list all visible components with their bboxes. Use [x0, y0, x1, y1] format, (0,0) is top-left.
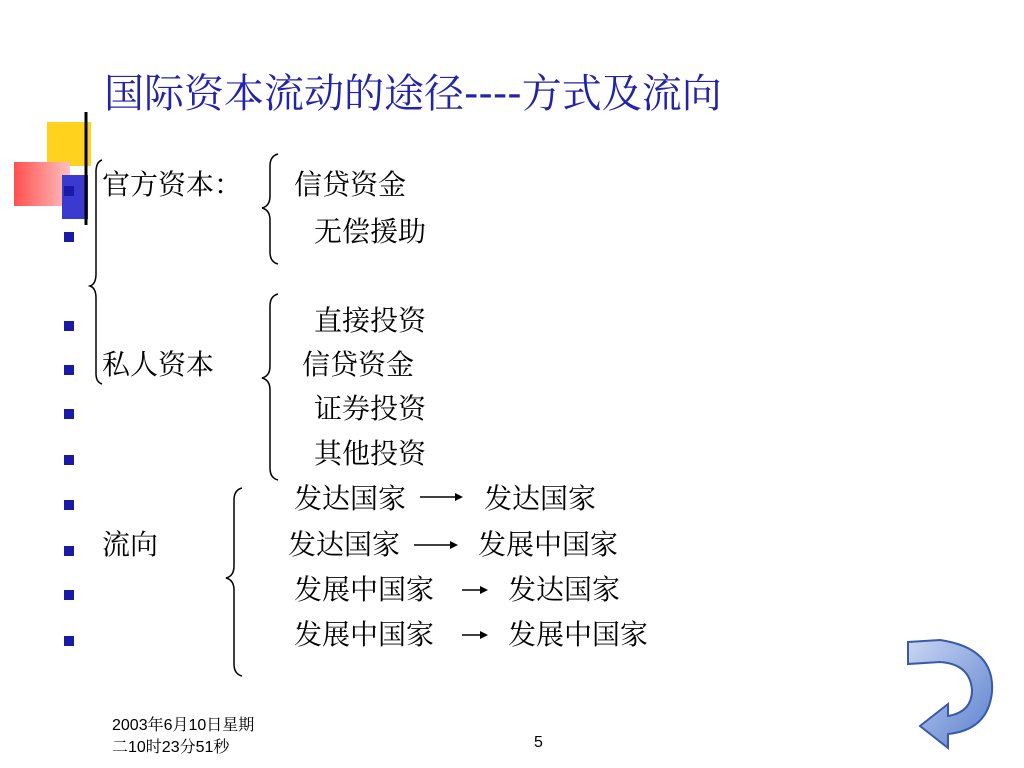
private-item-3: 证券投资: [314, 392, 427, 425]
arrow-head-4: [480, 631, 488, 639]
private-item-2: 信贷资金: [302, 348, 415, 381]
brace-main: [90, 160, 102, 384]
slide-title: 国际资本流动的途径----方式及流向: [104, 71, 722, 117]
private-item-1: 直接投资: [314, 304, 427, 337]
arrow-head-2: [450, 541, 458, 549]
arrow-head-1: [455, 493, 463, 501]
return-arrow-icon[interactable]: [900, 630, 1010, 760]
flow-from-1: 发达国家: [294, 482, 407, 515]
flow-to-1: 发达国家: [484, 482, 597, 515]
private-capital-label: 私人资本: [102, 348, 215, 381]
official-item-1: 信贷资金: [294, 168, 407, 201]
footer-date-line2: 二10时23分51秒: [112, 739, 230, 756]
private-item-4: 其他投资: [314, 437, 427, 470]
brace-official: [262, 154, 278, 264]
flow-from-2: 发达国家: [288, 528, 401, 561]
brace-private: [262, 294, 278, 480]
flow-label: 流向: [102, 528, 159, 561]
footer-date-line1: 2003年6月10日星期: [112, 717, 255, 734]
official-capital-label: 官方资本：: [102, 168, 243, 201]
flow-from-4: 发展中国家: [294, 618, 435, 651]
arrow-head-3: [480, 586, 488, 594]
brace-flow: [226, 488, 242, 676]
flow-to-2: 发展中国家: [478, 528, 619, 561]
official-item-2: 无偿援助: [314, 215, 427, 248]
flow-to-4: 发展中国家: [508, 618, 649, 651]
flow-to-3: 发达国家: [508, 573, 621, 606]
flow-from-3: 发展中国家: [294, 573, 435, 606]
page-number: 5: [534, 734, 543, 751]
